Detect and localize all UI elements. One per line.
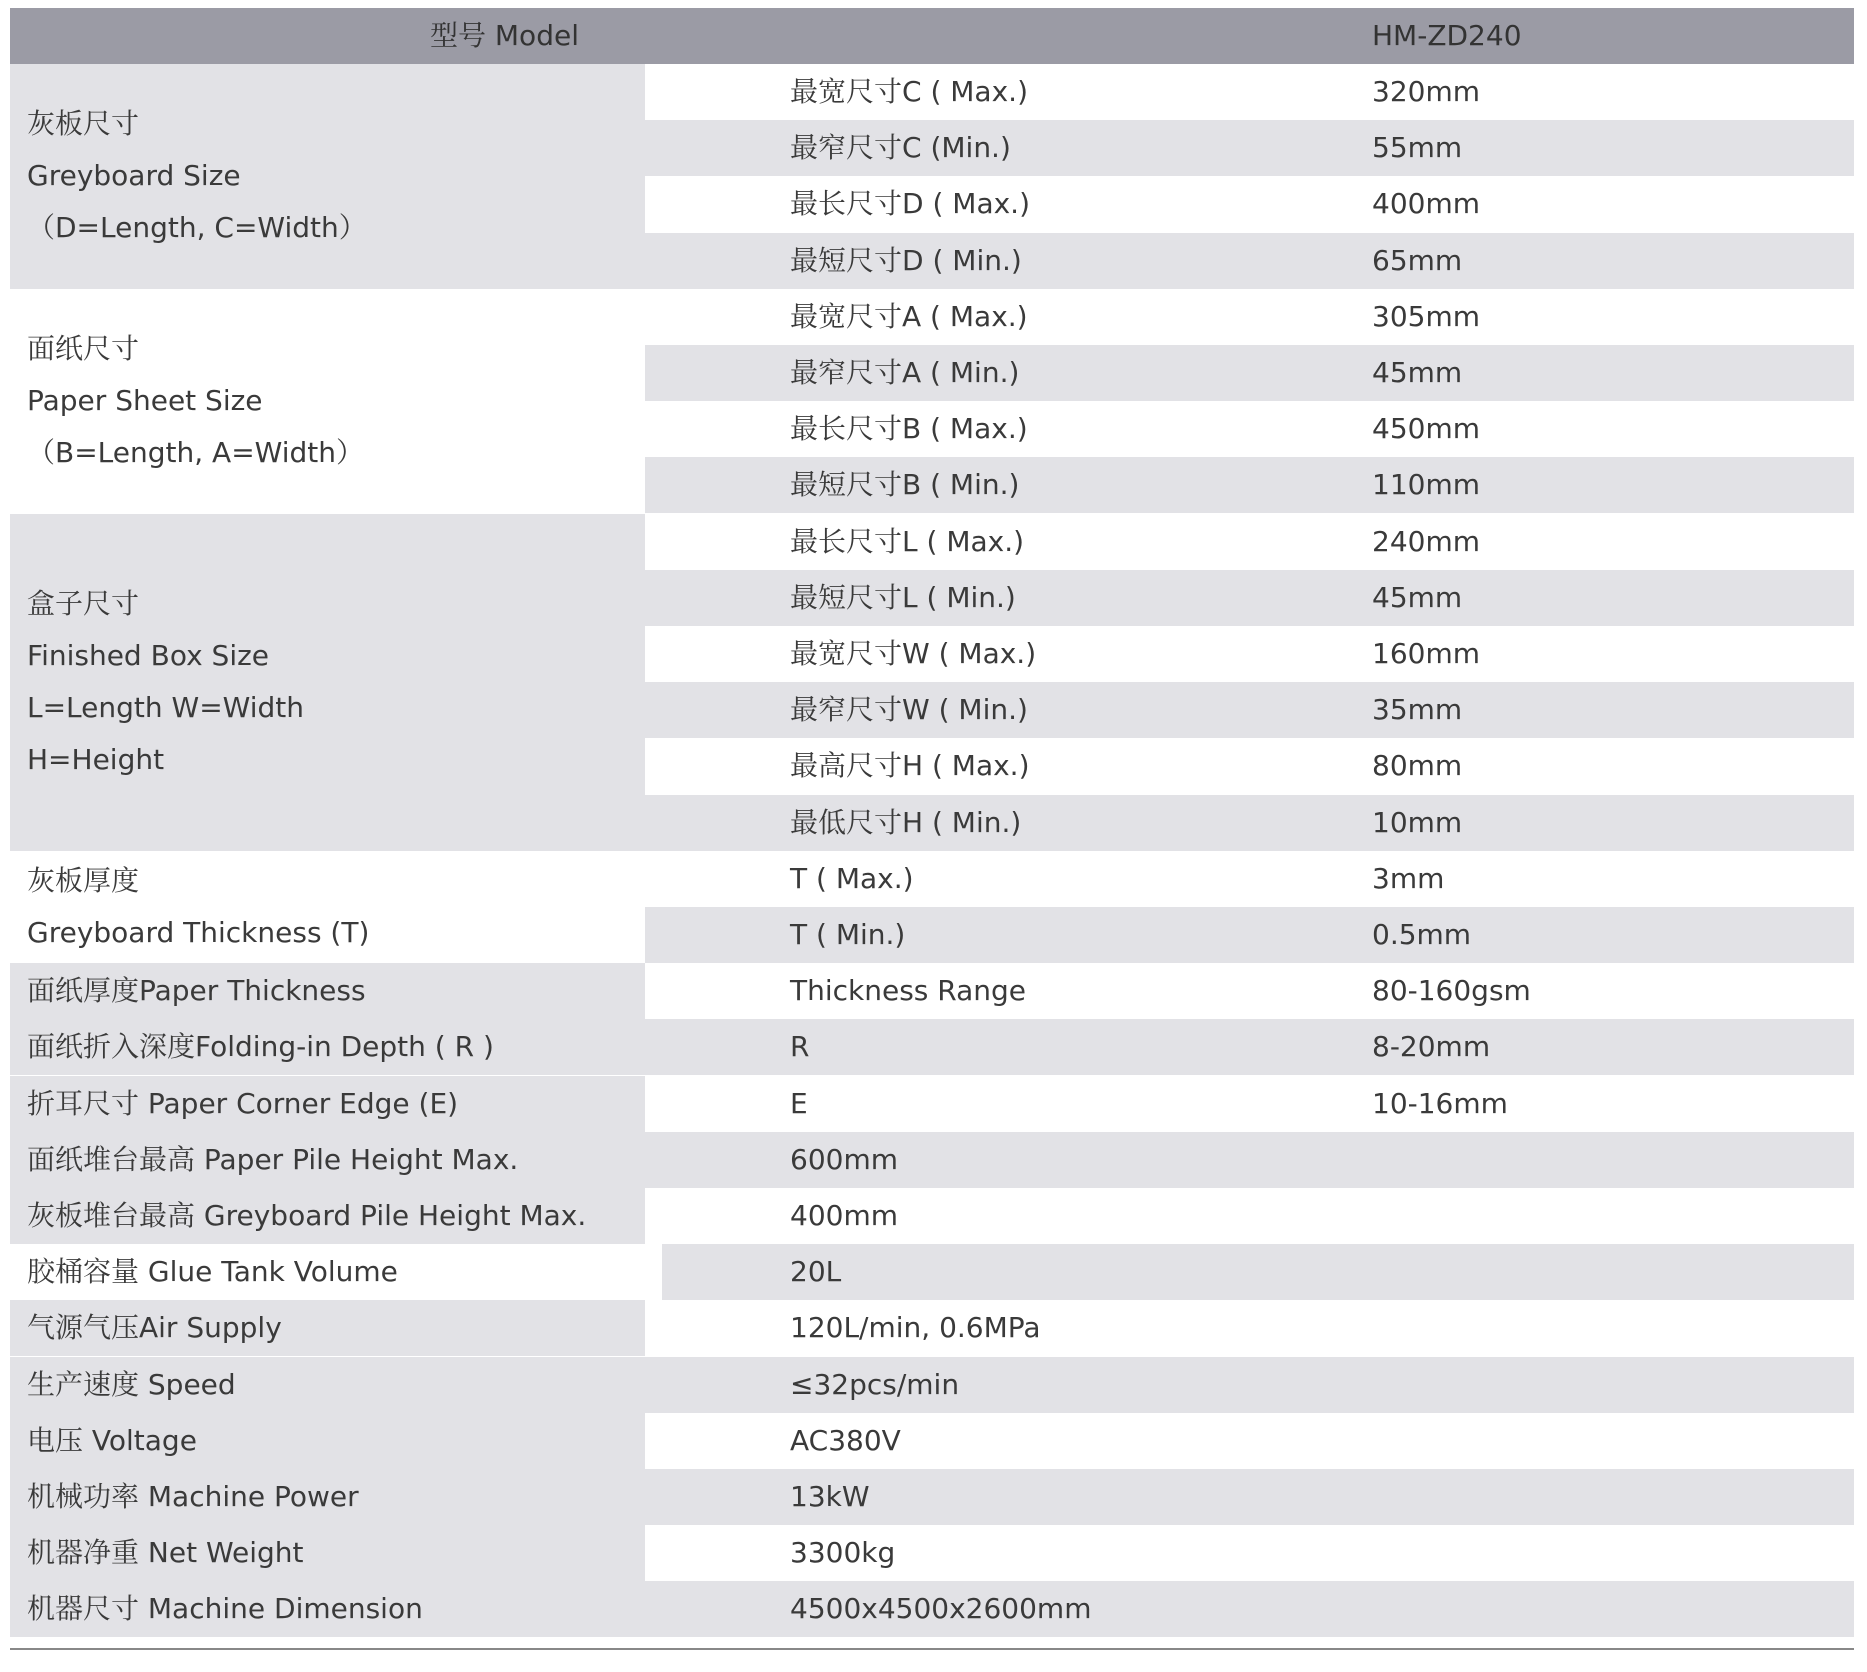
table-row xyxy=(10,907,1854,963)
value-cell: 8-20mm xyxy=(1205,1019,1854,1075)
table-row xyxy=(10,626,1854,682)
table-row xyxy=(10,289,1854,345)
table-bottom-rule xyxy=(10,1648,1854,1650)
label-cell: 电压 Voltage xyxy=(10,1413,645,1469)
value-cell: 45mm xyxy=(1205,345,1854,401)
table-row xyxy=(10,1300,1854,1356)
value-cell: 20L xyxy=(662,1244,1854,1300)
table-row xyxy=(10,345,1854,401)
table-row xyxy=(10,457,1854,513)
param-cell: R xyxy=(645,1019,1205,1075)
param-cell: 最宽尺寸W ( Max.) xyxy=(645,626,1205,682)
table-row xyxy=(10,176,1854,232)
group-label-line: Greyboard Thickness (T) xyxy=(27,915,370,949)
label-cell: 折耳尺寸 Paper Corner Edge (E) xyxy=(10,1076,645,1132)
value-cell: 55mm xyxy=(1205,120,1854,176)
table-row xyxy=(10,514,1854,570)
table-row xyxy=(10,401,1854,457)
value-cell: 45mm xyxy=(1205,570,1854,626)
value-cell: 13kW xyxy=(645,1469,1854,1525)
value-cell: AC380V xyxy=(645,1413,1854,1469)
table-row xyxy=(10,738,1854,794)
table-row xyxy=(10,64,1854,120)
param-cell: 最高尺寸H ( Max.) xyxy=(645,738,1205,794)
value-cell: 65mm xyxy=(1205,233,1854,289)
group-label-line: 灰板尺寸 xyxy=(27,107,140,141)
param-cell: 最短尺寸D ( Min.) xyxy=(645,233,1205,289)
param-cell: 最宽尺寸A ( Max.) xyxy=(645,289,1205,345)
group-label-line: 面纸尺寸 xyxy=(27,332,140,366)
model-value: HM-ZD240 xyxy=(1372,19,1522,52)
label-cell: 面纸折入深度Folding-in Depth ( R ) xyxy=(10,1019,645,1075)
table-row xyxy=(10,1413,1854,1469)
value-cell: 400mm xyxy=(645,1188,1854,1244)
group-label-line: （B=Length, A=Width） xyxy=(27,436,365,470)
param-cell: 最窄尺寸C (Min.) xyxy=(645,120,1205,176)
group-label-line: L=Length W=Width xyxy=(27,691,305,725)
value-cell: 10-16mm xyxy=(1205,1076,1854,1132)
table-row xyxy=(10,1525,1854,1581)
value-cell: 35mm xyxy=(1205,682,1854,738)
table-row xyxy=(10,682,1854,738)
group-label-line: Paper Sheet Size xyxy=(27,384,263,418)
table-row xyxy=(10,851,1854,907)
table-row xyxy=(10,1076,1854,1132)
value-cell: ≤32pcs/min xyxy=(645,1357,1854,1413)
label-cell: 灰板堆台最高 Greyboard Pile Height Max. xyxy=(10,1188,645,1244)
value-cell: 305mm xyxy=(1205,289,1854,345)
table-row xyxy=(10,570,1854,626)
value-cell: 3mm xyxy=(1205,851,1854,907)
table-row xyxy=(10,1469,1854,1525)
param-cell: E xyxy=(645,1076,1205,1132)
table-row xyxy=(10,795,1854,851)
param-cell: 最长尺寸B ( Max.) xyxy=(645,401,1205,457)
param-cell: 最短尺寸L ( Min.) xyxy=(645,570,1205,626)
param-cell: 最短尺寸B ( Min.) xyxy=(645,457,1205,513)
label-cell: 面纸厚度Paper Thickness xyxy=(10,963,645,1019)
table-row xyxy=(10,233,1854,289)
table-header xyxy=(10,8,1854,64)
table-row xyxy=(10,963,1854,1019)
value-cell: 600mm xyxy=(645,1132,1854,1188)
label-cell: 气源气压Air Supply xyxy=(10,1300,645,1356)
value-cell: 3300kg xyxy=(645,1525,1854,1581)
value-cell: 80mm xyxy=(1205,738,1854,794)
value-cell: 160mm xyxy=(1205,626,1854,682)
group-label-line: Finished Box Size xyxy=(27,639,270,673)
table-row xyxy=(10,1188,1854,1244)
value-cell: 4500x4500x2600mm xyxy=(645,1581,1854,1637)
group-label-line: 盒子尺寸 xyxy=(27,587,140,621)
label-cell: 机械功率 Machine Power xyxy=(10,1469,645,1525)
param-cell: 最低尺寸H ( Min.) xyxy=(645,795,1205,851)
label-cell: 面纸堆台最高 Paper Pile Height Max. xyxy=(10,1132,645,1188)
label-cell: 生产速度 Speed xyxy=(10,1357,645,1413)
group-label-line: Greyboard Size xyxy=(27,159,241,193)
table-row xyxy=(10,1019,1854,1075)
table-row xyxy=(10,120,1854,176)
model-label: 型号 Model xyxy=(430,19,579,52)
label-cell: 机器净重 Net Weight xyxy=(10,1525,645,1581)
value-cell: 10mm xyxy=(1205,795,1854,851)
table-row xyxy=(10,1244,1854,1300)
param-cell: 最长尺寸L ( Max.) xyxy=(645,514,1205,570)
value-cell: 240mm xyxy=(1205,514,1854,570)
group-label-line: 灰板厚度 xyxy=(27,863,140,897)
value-cell: 400mm xyxy=(1205,176,1854,232)
param-cell: 最长尺寸D ( Max.) xyxy=(645,176,1205,232)
label-cell: 机器尺寸 Machine Dimension xyxy=(10,1581,645,1637)
value-cell: 80-160gsm xyxy=(1205,963,1854,1019)
value-cell: 320mm xyxy=(1205,64,1854,120)
value-cell: 450mm xyxy=(1205,401,1854,457)
value-cell: 110mm xyxy=(1205,457,1854,513)
param-cell: T ( Max.) xyxy=(645,851,1205,907)
param-cell: 最窄尺寸W ( Min.) xyxy=(645,682,1205,738)
value-cell: 120L/min, 0.6MPa xyxy=(645,1300,1854,1356)
label-cell: 胶桶容量 Glue Tank Volume xyxy=(10,1244,645,1300)
group-label-line: （D=Length, C=Width） xyxy=(27,211,367,245)
table-row xyxy=(10,1581,1854,1637)
param-cell: T ( Min.) xyxy=(645,907,1205,963)
group-label-line: H=Height xyxy=(27,743,165,777)
param-cell: Thickness Range xyxy=(645,963,1205,1019)
param-cell: 最宽尺寸C ( Max.) xyxy=(645,64,1205,120)
table-row xyxy=(10,1132,1854,1188)
param-cell: 最窄尺寸A ( Min.) xyxy=(645,345,1205,401)
table-row xyxy=(10,1357,1854,1413)
value-cell: 0.5mm xyxy=(1205,907,1854,963)
